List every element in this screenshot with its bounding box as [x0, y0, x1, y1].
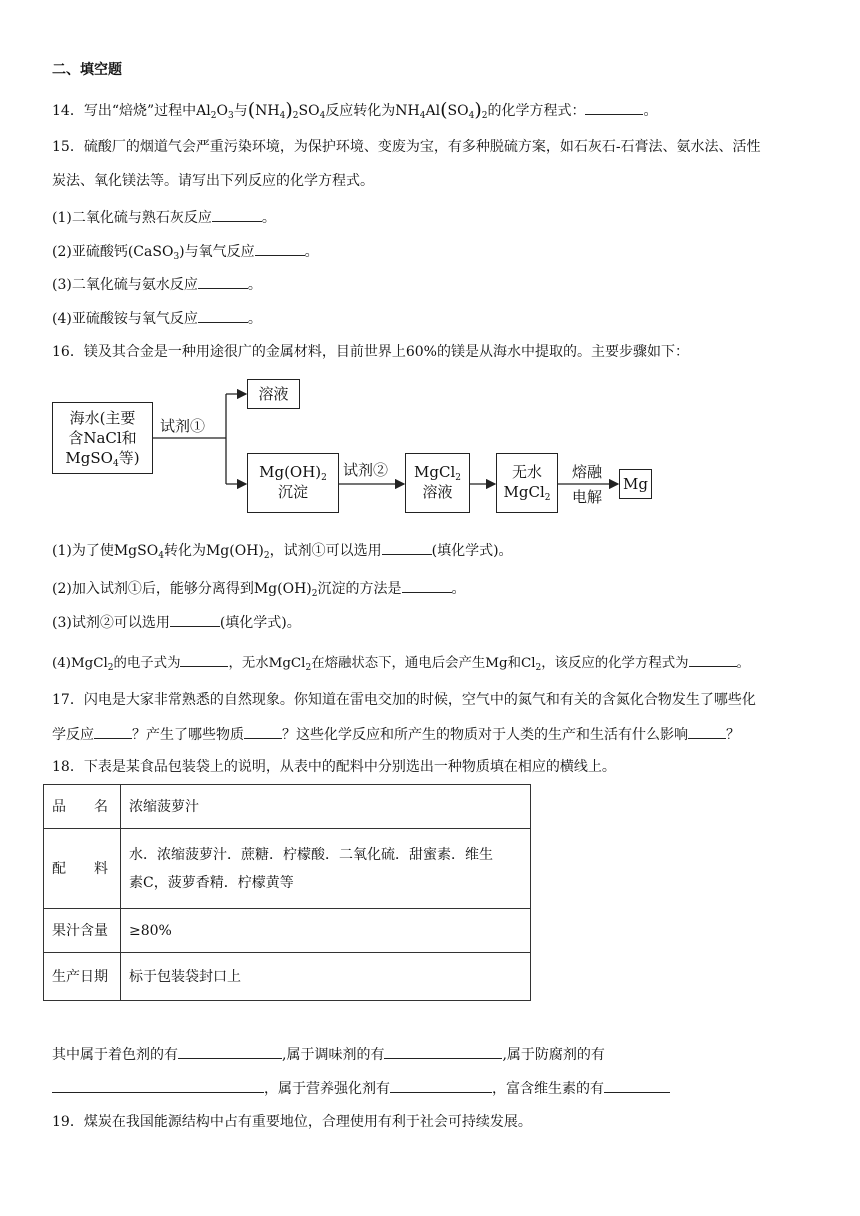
solution-box: 溶液: [247, 379, 300, 409]
answer-blank[interactable]: [688, 724, 726, 739]
q17-text-a: 学反应: [52, 727, 94, 743]
table-value: 标于包装袋封口上: [121, 953, 531, 1001]
answer-blank[interactable]: [180, 652, 228, 667]
question-19: [52, 1112, 532, 1132]
table-value: 浓缩菠萝汁: [121, 785, 531, 829]
table-key: 品 名: [44, 785, 121, 829]
q16-s4-text3: ，无水: [228, 656, 269, 671]
melt-label: 熔融: [572, 463, 603, 481]
question-number: 15．: [52, 139, 84, 155]
table-row: [44, 909, 531, 953]
mgso4-text: MgSO: [65, 449, 113, 467]
section-title: 二、填空题: [52, 62, 122, 78]
answer-blank[interactable]: [244, 724, 282, 739]
anhydrous-label: 无水: [511, 463, 542, 481]
q16-s1-text3: ，试剂①可以选用: [269, 543, 382, 559]
mg-box: Mg: [619, 469, 652, 499]
q16-s3-text: (3)试剂②可以选用: [52, 615, 170, 631]
q16-s1-text2: 转化为: [163, 543, 206, 559]
q16-s1-text: (1)为了使: [52, 543, 114, 559]
seawater-box: [52, 402, 153, 474]
mgcl2-solution-label: 溶液: [422, 483, 453, 501]
table-row: [44, 829, 531, 909]
q16-s2-end: 。: [451, 581, 466, 597]
q18-preservative: ,属于防腐剂的有: [502, 1047, 605, 1063]
etc-text: 等): [118, 449, 140, 467]
seawater-line2: 含NaCl和: [68, 429, 137, 447]
answer-blank[interactable]: [689, 652, 737, 667]
q14-end: 。: [643, 103, 658, 119]
q15-line2: 炭法、氧化镁法等。请写出下列反应的化学方程式。: [52, 173, 374, 189]
q16-s4-text4: 在熔融状态下，通电后会产生: [311, 656, 486, 671]
question-17: [52, 690, 756, 710]
answer-blank[interactable]: [390, 1078, 492, 1093]
question-number: 18．: [52, 759, 84, 775]
q15-sub2: (2)亚硫酸钙(CaSO$_3$)与氧气反应 。: [52, 241, 319, 262]
q16-intro: 镁及其合金是一种用途很广的金属材料，目前世界上60%的镁是从海水中提取的。主要步骤如下：: [83, 344, 689, 360]
q16-s2-text: (2)加入试剂①后，能够分离得到: [52, 581, 254, 597]
q19-text: 煤炭在我国能源结构中占有重要地位，合理使用有利于社会可持续发展。: [83, 1114, 532, 1130]
answer-blank[interactable]: [94, 724, 132, 739]
q15-sub3-text: (3)二氧化硫与氨水反应: [52, 277, 198, 293]
q16-sub4: (4)MgCl$_2$的电子式为 ，无水MgCl$_2$在熔融状态下，通电后会产生Mg和$Cl_2$，该反应的化学方程式为 。: [52, 652, 750, 674]
q18-colorant: 其中属于着色剂的有: [52, 1047, 178, 1063]
answer-blank[interactable]: [604, 1078, 670, 1093]
answer-blank[interactable]: [170, 612, 220, 627]
q16-sub1: (1)为了使MgSO$_4$转化为$Mg(OH)_2$，试剂①可以选用 (填化学式)。: [52, 540, 513, 561]
anhydrous-formula: MgCl$_2$: [503, 483, 551, 503]
q16-sub2: (2)加入试剂①后，能够分离得到$Mg(OH)_2$沉淀的方法是 。: [52, 578, 466, 599]
mgcl2-text: MgCl: [414, 463, 456, 481]
mgoh2-box: [247, 453, 339, 513]
question-14: 14．写出“焙烧”过程中$Al_2O_3$与$(NH_4)_2SO_4$反应转化为$NH_4Al(SO_4)_2$的化学方程式： 。: [52, 99, 658, 121]
table-value: ≥80%: [121, 909, 531, 953]
table-row: [44, 953, 531, 1001]
table-key: 生产日期: [44, 953, 121, 1001]
q16-s4-text2: 的电子式为: [113, 656, 181, 671]
q15-end: 。: [247, 277, 262, 293]
mgcl2-solution-box: [405, 453, 470, 513]
question-number: 17．: [52, 692, 84, 708]
answer-blank[interactable]: [178, 1044, 282, 1059]
electrolysis-label: 电解: [572, 488, 603, 506]
q16-s4-text6: ，该反应的化学方程式为: [541, 656, 689, 671]
q16-sub3: [52, 612, 301, 633]
question-number: 16．: [52, 344, 84, 360]
question-18: [52, 757, 616, 777]
table-value: [121, 829, 531, 909]
seawater-line3: MgSO$_4$等): [65, 449, 140, 469]
ingredients-line2: 素C，菠萝香精．柠檬黄等: [129, 874, 294, 891]
ingredients-line1: 水．浓缩菠萝汁．蔗糖．柠檬酸．二氧化硫．甜蜜素．维生: [129, 846, 493, 863]
q17-text-c: ？这些化学反应和所产生的物质对于人类的生产和生活有什么影响: [282, 727, 688, 743]
q14-text: 写出“焙烧”过程中: [83, 103, 197, 119]
q16-s4-text5: 和: [507, 656, 521, 671]
q16-s1-text4: (填化学式)。: [431, 543, 513, 559]
q15-end: 。: [247, 311, 262, 327]
q15-end: 。: [261, 210, 276, 226]
answer-blank[interactable]: [402, 578, 452, 593]
q18-answers-line2: [52, 1078, 670, 1099]
reagent1-label: 试剂①: [160, 417, 206, 435]
answer-blank[interactable]: [382, 540, 432, 555]
mgoh2-precipitate: 沉淀: [277, 483, 308, 501]
product-info-table: [43, 784, 531, 1001]
seawater-line1: 海水(主要: [69, 409, 136, 427]
q18-intro: 下表是某食品包装袋上的说明，从表中的配料中分别选出一种物质填在相应的横线上。: [83, 759, 616, 775]
q16-s3-text2: (填化学式)。: [219, 615, 301, 631]
q17-text-b: ？产生了哪些物质: [132, 727, 244, 743]
table-key: 配 料: [44, 829, 121, 909]
q18-flavoring: ,属于调味剂的有: [282, 1047, 385, 1063]
anhydrous-mgcl2-text: MgCl: [503, 483, 545, 501]
q17-line2: [52, 724, 740, 745]
mgoh2-text: Mg(OH): [259, 463, 322, 481]
question-number: 14．: [52, 103, 84, 119]
reagent2-label: 试剂②: [343, 461, 389, 479]
q15-line1: 硫酸厂的烟道气会严重污染环境，为保护环境、变废为宝，有多种脱硫方案，如石灰石-石膏法、氨水法、活性: [83, 139, 761, 155]
anhydrous-mgcl2-box: [496, 453, 558, 513]
q16-s4-text: (4): [52, 656, 71, 671]
q16-s4-end: 。: [736, 656, 750, 671]
q15-sub2-text2: )与氧气反应: [179, 244, 255, 260]
q16-s2-text2: 沉淀的方法是: [317, 581, 402, 597]
q18-vitamin: ，富含维生素的有: [492, 1081, 604, 1097]
q14-suffix: 的化学方程式：: [487, 103, 586, 119]
mgcl2-formula: MgCl$_2$: [414, 463, 461, 483]
q15-sub4-text: (4)亚硫酸铵与氧气反应: [52, 311, 198, 327]
q14-mid: 反应转化为: [325, 103, 396, 119]
q18-nutrient: ，属于营养强化剂有: [264, 1081, 390, 1097]
q18-answers-line1: [52, 1044, 605, 1065]
q17-text-d: ？: [726, 727, 740, 743]
q15-sub1-text: (1)二氧化硫与熟石灰反应: [52, 210, 212, 226]
mgoh2-formula: $Mg(OH)_2$: [259, 463, 327, 483]
table-row: [44, 785, 531, 829]
q17-line1: 闪电是大家非常熟悉的自然现象。你知道在雷电交加的时候，空气中的氮气和有关的含氮化合物发生了哪些化: [83, 692, 756, 708]
q15-end: 。: [304, 244, 319, 260]
answer-blank[interactable]: [384, 1044, 502, 1059]
table-key: 果汁含量: [44, 909, 121, 953]
q15-sub2-text: (2)亚硫酸钙(: [52, 244, 134, 260]
answer-blank[interactable]: [52, 1078, 264, 1093]
question-number: 19．: [52, 1114, 84, 1130]
q14-with: 与: [233, 103, 248, 119]
